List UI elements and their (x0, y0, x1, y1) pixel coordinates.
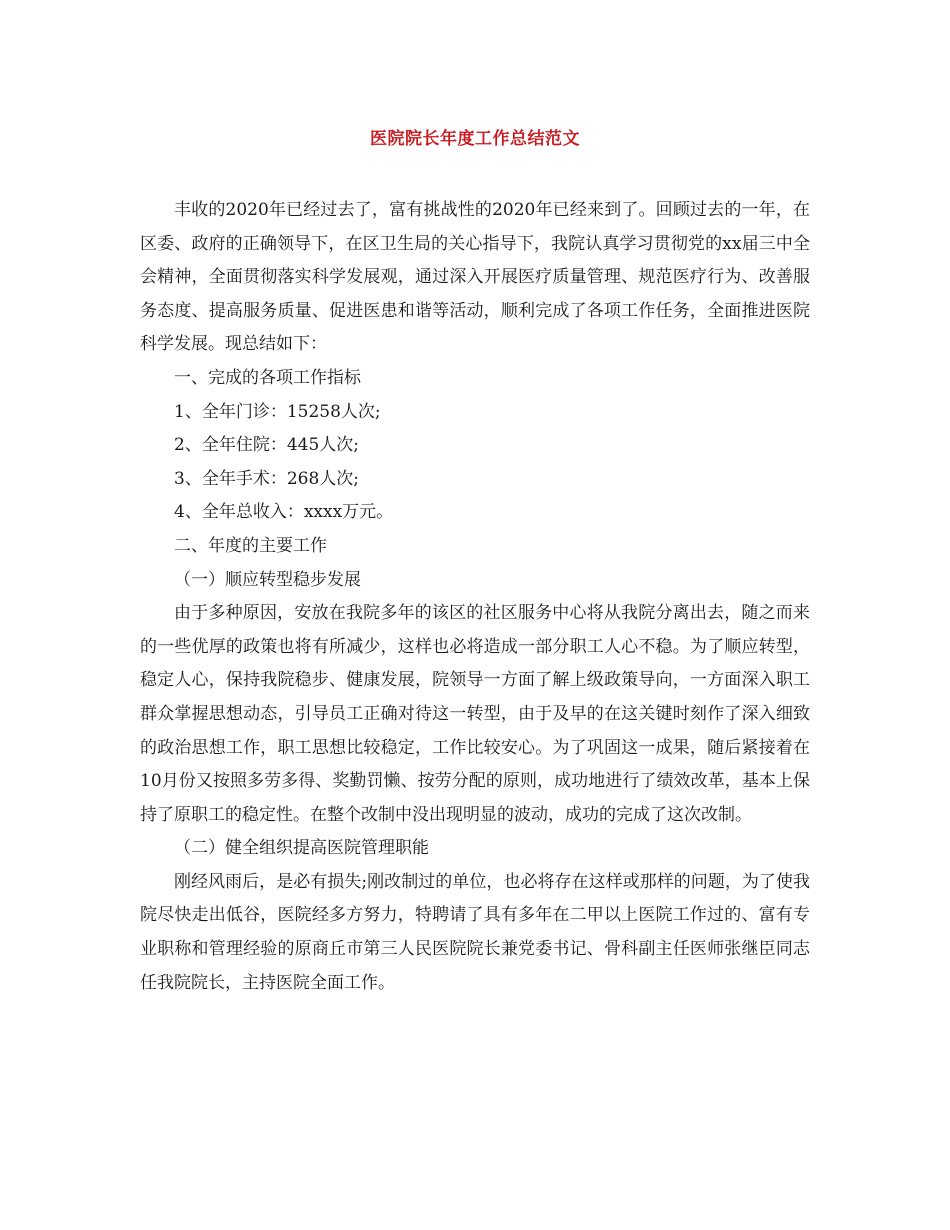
paragraph-transition: 由于多种原因，安放在我院多年的该区的社区服务中心将从我院分离出去，随之而来的一些优厚的政策也将有所减少，这样也必将造成一部分职工人心不稳。为了顺应转型，稳定人心，保持我院稳步、健康发展，院领导一方面了解上级政策导向，一方面深入职工群众掌握思想动态，引导员工正确对待这一转型，由于及早的在这关键时刻作了深入细致的政治思想工作，职工思想比较稳定，工作比较安心。为了巩固这一成果，随后紧接着在10月份又按照多劳多得、奖勤罚懒、按劳分配的原则，成功地进行了绩效改革，基本上保持了原职工的稳定性。在整个改制中没出现明显的波动，成功的完成了这次改制。 (140, 603, 810, 825)
heading-section-1: 一、完成的各项工作指标 (174, 367, 361, 388)
subheading-2: （二）健全组织提高医院管理职能 (174, 838, 429, 859)
paragraph-intro: 丰收的2020年已经过去了，富有挑战性的2020年已经来到了。回顾过去的一年，在区委、政府的正确领导下，在区卫生局的关心指导下，我院认真学习贯彻党的xx届三中全会精神，全面贯彻落实科学发展观，通过深入开展医疗质量管理、规范医疗行为、改善服务态度、提高服务质量、促进医患和谐等活动，顺利完成了各项工作任务，全面推进医院科学发展。现总结如下： (140, 200, 810, 355)
list-item-surgery: 3、全年手术：268人次; (174, 468, 359, 489)
list-item-outpatient: 1、全年门诊：15258人次; (174, 401, 381, 422)
heading-section-2: 二、年度的主要工作 (174, 535, 327, 556)
subheading-1: （一）顺应转型稳步发展 (174, 569, 361, 590)
list-item-inpatient: 2、全年住院：445人次; (174, 435, 359, 456)
document-body (140, 194, 810, 1000)
list-item-revenue: 4、全年总收入：xxxx万元。 (174, 502, 394, 523)
paragraph-management: 刚经风雨后，是必有损失;刚改制过的单位，也必将存在这样或那样的问题，为了使我院尽快走出低谷，医院经多方努力，特聘请了具有多年在二甲以上医院工作过的、富有专业职称和管理经验的原商丘市第三人民医院院长兼党委书记、骨科副主任医师张继臣同志任我院院长，主持医院全面工作。 (140, 871, 810, 993)
document-title: 医院院长年度工作总结范文 (370, 129, 580, 149)
